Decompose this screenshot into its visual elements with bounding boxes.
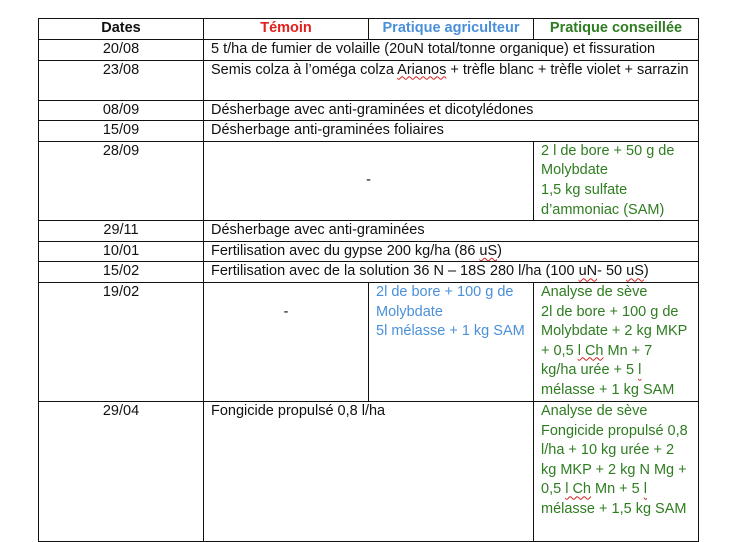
table-row (39, 60, 699, 100)
text-part: Mn + 7 kg/ha urée + 5 (541, 342, 653, 379)
spellcheck-word: uS (626, 263, 644, 280)
table-row (39, 141, 699, 220)
text-part: Fertilisation avec de la solution 36 N – 18S 280 l/ha (100 (211, 263, 579, 280)
text-part: 2l de bore + 100 g de Molybdate + 2 kg MKP + 0,5 (541, 303, 688, 359)
row-common-text: Désherbage avec anti-graminées (204, 221, 699, 242)
text-part: mélasse + 1,5 kg SAM (541, 500, 687, 517)
row-date: 08/09 (39, 100, 204, 121)
row-conseillee (534, 141, 699, 220)
table-row (39, 282, 699, 401)
row-temoin-agriculteur: - (204, 141, 534, 220)
conseillee-line: Analyse de sève (541, 402, 648, 419)
text-part: - 50 (597, 263, 627, 280)
header-row (39, 19, 699, 40)
header-temoin: Témoin (204, 19, 369, 40)
row-date: 28/09 (39, 141, 204, 220)
table-row (39, 262, 699, 283)
row-conseillee (534, 401, 699, 541)
text-part: ) (643, 263, 649, 280)
spellcheck-word: Arianos (397, 61, 447, 78)
spellcheck-word: uS (479, 242, 498, 259)
conseillee-line: 1,5 kg sulfate d’ammoniac (SAM) (541, 181, 665, 218)
row-date: 10/01 (39, 241, 204, 262)
table-row (39, 40, 699, 61)
table-row (39, 121, 699, 142)
row-agriculteur (369, 282, 534, 401)
row-temoin-agriculteur: Fongicide propulsé 0,8 l/ha (204, 401, 534, 541)
row-date: 29/11 (39, 221, 204, 242)
row-date: 29/04 (39, 401, 204, 541)
row-common-text: Désherbage anti-graminées foliaires (204, 121, 699, 142)
spellcheck-word: l Ch (565, 481, 591, 498)
row-common-text: Désherbage avec anti-graminées et dicotylédones (204, 100, 699, 121)
table-row (39, 401, 699, 541)
row-date: 15/09 (39, 121, 204, 142)
text-part: + trèfle blanc + trèfle violet + sarrazin (446, 61, 689, 78)
row-common-text: 5 t/ha de fumier de volaille (20uN total/tonne organique) et fissuration (204, 40, 699, 61)
practices-table (38, 18, 699, 542)
row-common-text (204, 241, 699, 262)
text-part: ) (497, 242, 502, 259)
text-part: Fongicide propulsé 0,8 l/ha + 10 kg urée + 2 kg MKP + 2 kg N Mg + 0,5 (541, 422, 688, 498)
table-row (39, 221, 699, 242)
row-date: 15/02 (39, 262, 204, 283)
header-dates: Dates (39, 19, 204, 40)
row-common-text (204, 262, 699, 283)
row-date: 20/08 (39, 40, 204, 61)
spellcheck-word: uN (578, 263, 598, 280)
conseillee-line (541, 422, 691, 520)
row-date: 19/02 (39, 282, 204, 401)
header-pratique-conseillee: Pratique conseillée (534, 19, 699, 40)
spellcheck-word: l Ch (577, 342, 604, 359)
agriculteur-line: 2l de bore + 100 g de Molybdate (376, 283, 514, 320)
header-pratique-agriculteur: Pratique agriculteur (369, 19, 534, 40)
agriculteur-line: 5l mélasse + 1 kg SAM (376, 323, 525, 340)
row-temoin: - (204, 282, 369, 401)
row-common-text (204, 60, 699, 100)
text-part: Mn + 5 (590, 481, 644, 498)
spellcheck-word: l (643, 481, 648, 498)
table-row (39, 100, 699, 121)
table-row (39, 241, 699, 262)
row-conseillee (534, 282, 699, 401)
text-part: Semis colza à l’oméga colza (211, 61, 398, 78)
conseillee-line: Analyse de sève (541, 283, 648, 300)
text-part: Fertilisation avec du gypse 200 kg/ha (86 (211, 242, 480, 259)
conseillee-line (541, 303, 691, 401)
text-part: mélasse + 1 kg SAM (541, 381, 675, 398)
row-date: 23/08 (39, 60, 204, 100)
conseillee-line: 2 l de bore + 50 g de Molybdate (541, 142, 675, 179)
spellcheck-word: l (638, 362, 642, 379)
